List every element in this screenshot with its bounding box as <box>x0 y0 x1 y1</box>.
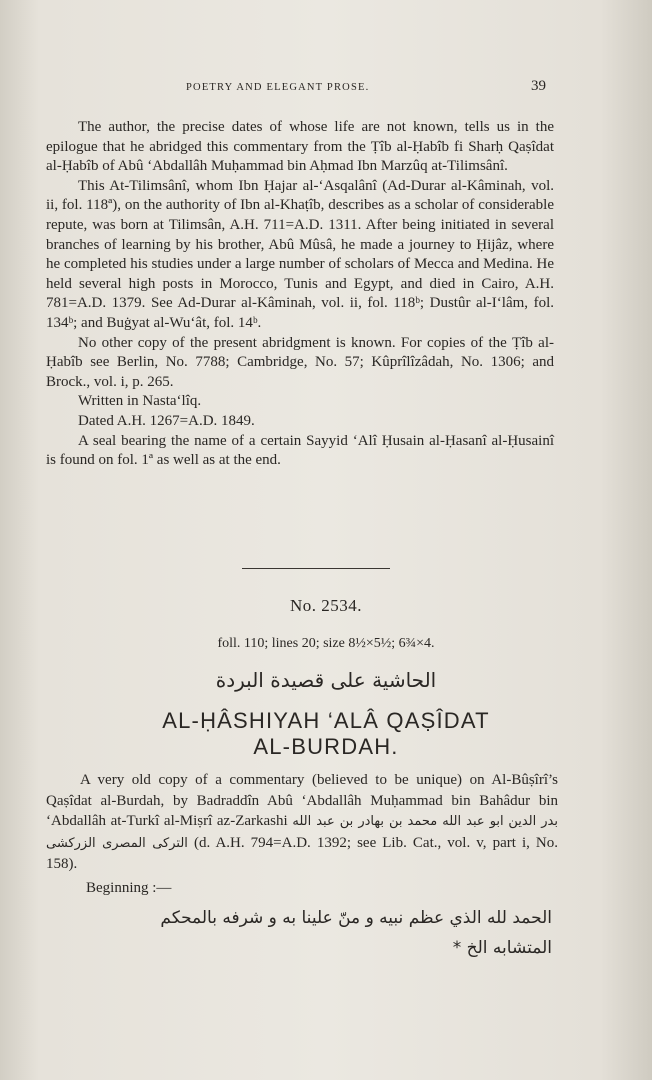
work-title <box>0 708 652 760</box>
paragraph-copies: No other copy of the present abridgment is known. For copies of the Ṭîb al-Ḥabîb see Berlin, No. 7788; Cambridge, No. 57; Kûprîlîzâdah, No. 1306; and Brock., vol. i, p. 265. <box>46 334 554 390</box>
paragraph-seal: A seal bearing the name of a certain Sayyid ‘Alî Ḥusain al-Ḥasanî al-Ḥusainî is found on fol. 1ª as well as at the end. <box>46 432 554 469</box>
paragraph-date: Dated A.H. 1267=A.D. 1849. <box>78 412 255 429</box>
page-number: 39 <box>531 78 546 94</box>
entry-number: No. 2534. <box>289 596 363 615</box>
description-arabic-name-1: بدر الدين <box>508 814 558 829</box>
work-title-line2: AL-BURDAH. <box>253 734 399 759</box>
description-text-2: (d. A.H. 794=A.D. 1392; see Lib. Cat., vol. v, part i, No. 158). <box>46 834 559 872</box>
page-header <box>0 78 652 98</box>
paragraph-tilimsani: This At-Tilimsânî, whom Ibn Ḥajar al-‘Asqalânî (Ad-Durar al-Kâminah, vol. ii, fol. 118ª), on the authority of Ibn al-Khaṭîb, describes as a scholar of considerable repute, was born at Tilimsân, A.H. 711=A.D. 1311. After being initiated in several branches of learning by his brother, Abû Mûsâ, he made a journey to Ḥijâz, where he completed his studies under a large number of scholars of Mecca and Medina. He held several high posts in Morocco, Tunis and Egypt, and died in Cairo, A.H. 781=A.D. 1379. See Ad-Durar al-Kâminah, vol. ii, fol. 118ᵇ; Dustûr al-I‘lâm, fol. 134ᵇ; and Buġyat al-Wu‘ât, fol. 14ᵇ. <box>46 177 554 331</box>
beginning-label: Beginning :— <box>86 880 172 896</box>
running-title: POETRY AND ELEGANT PROSE. <box>186 82 370 93</box>
entry-body-text <box>46 118 554 471</box>
beginning-arabic-line1: الحمد لله الذي عظم نبيه و منّ علينا به و شرفه بالمحكم <box>160 908 552 928</box>
paragraph-author: The author, the precise dates of whose life are not known, tells us in the epilogue that he abridged this commentary from the Ṭîb al-Ḥabîb fi Sharḥ Qaṣîdat al-Ḥabîb of Abû ‘Abdallâh Muḥammad bin Aḥmad Ibn Marzûq at-Tilimsânî. <box>46 119 554 175</box>
paragraph-script: Written in Nasta‘lîq. <box>78 393 202 410</box>
work-description <box>46 770 558 875</box>
arabic-title: الحاشية على قصيدة البردة <box>215 668 437 692</box>
section-divider <box>242 568 390 569</box>
description-text-1: A very old copy of a commentary (believed to be unique) on Al-Bûṣîrî’s Qaṣîdat al-Burdah, by Badraddîn Abû ‘Abdallâh Muḥammad bin Bahâdur bin ‘Abdallâh at-Turkî al-Miṣrî az-Zarkashi <box>46 772 558 829</box>
work-title-line1: AL-ḤÂSHIYAH ‘ALÂ QAṢÎDAT <box>162 708 490 733</box>
beginning-arabic-line2: المتشابه الخ * <box>452 938 552 958</box>
manuscript-specs: foll. 110; lines 20; size 8½×5½; 6¾×4. <box>217 636 435 651</box>
description-arabic-name-2: ابو عبد الله محمد بن بهادر بن عبد الله التركى المصرى الزركشى <box>46 814 504 851</box>
